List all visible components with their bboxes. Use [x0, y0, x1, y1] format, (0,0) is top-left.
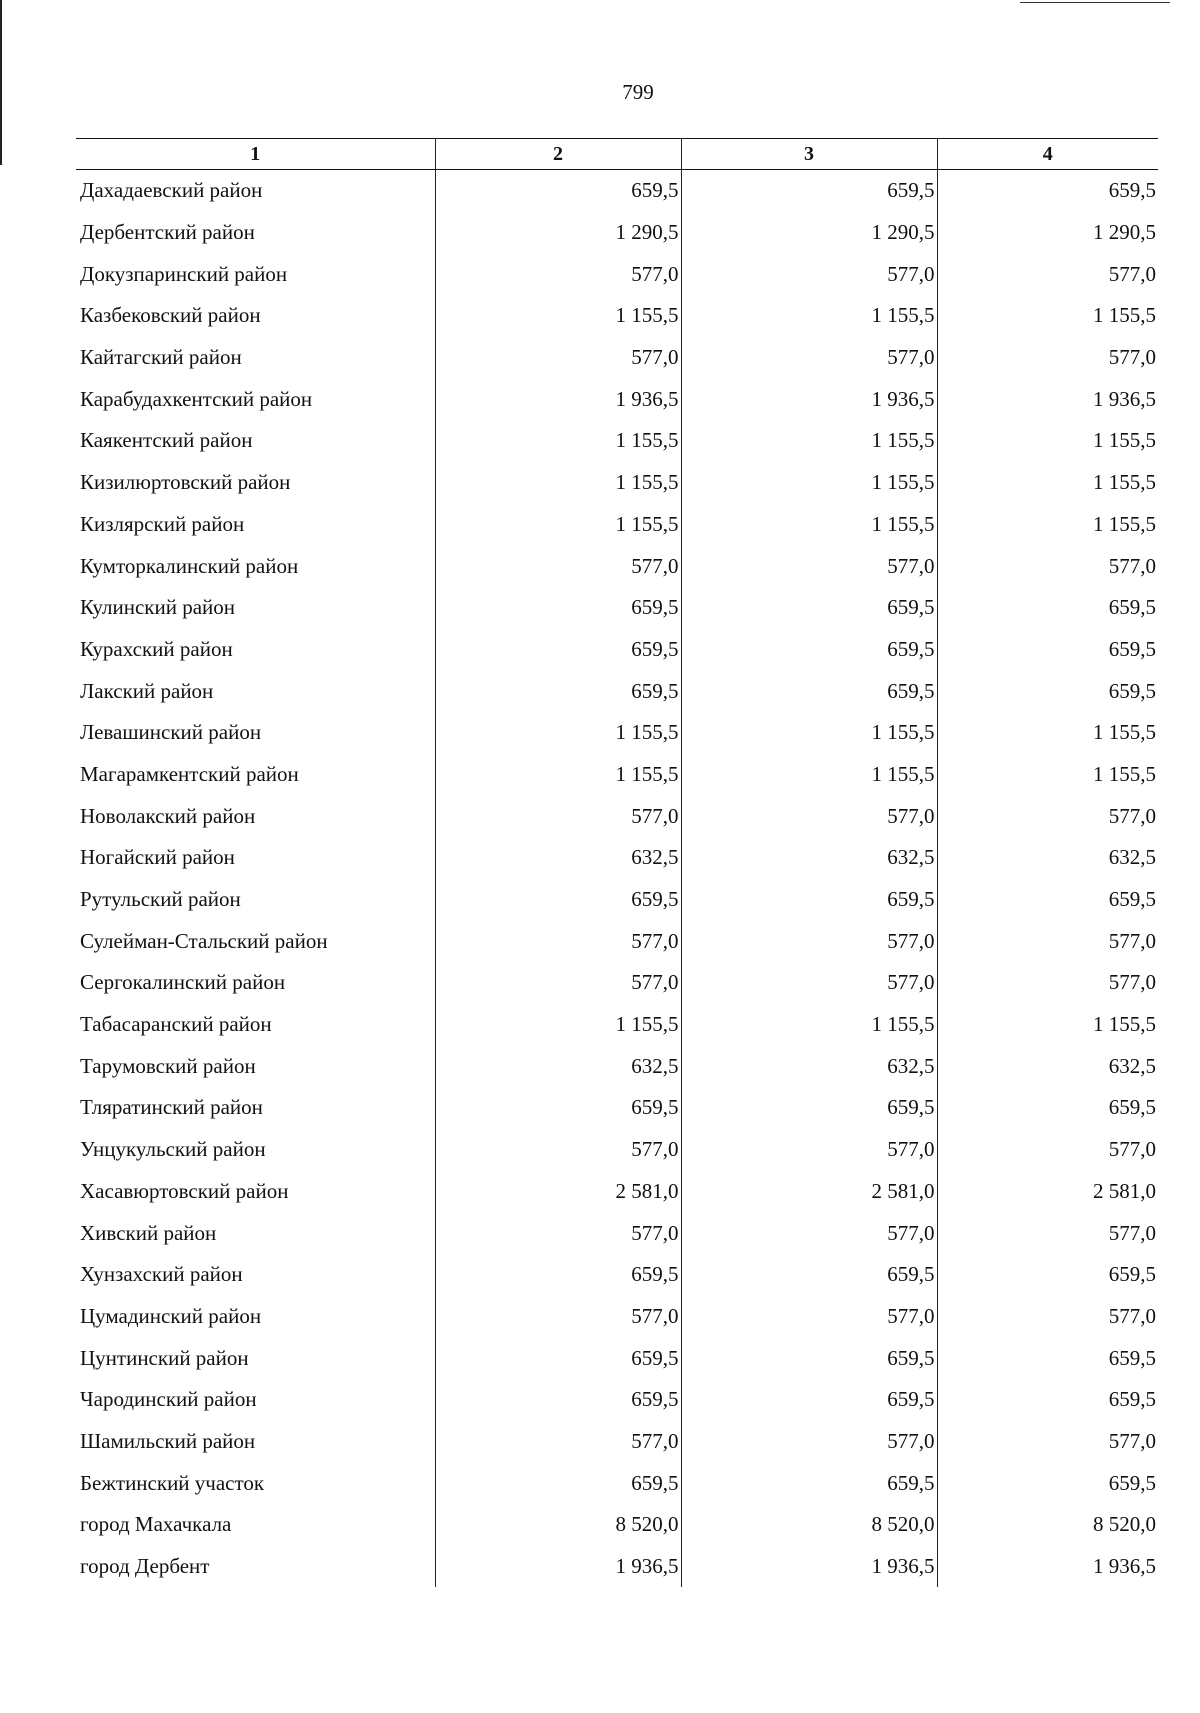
- amount-cell-col3: 1 155,5: [681, 1004, 937, 1046]
- amount-cell-col2: 577,0: [435, 545, 681, 587]
- table-row: [76, 1254, 1158, 1296]
- table-row: [76, 1087, 1158, 1129]
- district-name-cell: Цумадинский район: [80, 1303, 262, 1328]
- amount-cell-col4: 659,5: [937, 587, 1158, 629]
- column-header-4: 4: [937, 139, 1158, 170]
- amount-cell-col2: 1 936,5: [435, 378, 681, 420]
- amount-cell-col2: 632,5: [435, 1045, 681, 1087]
- amount-cell-col4: 659,5: [937, 1087, 1158, 1129]
- table-row: [76, 337, 1158, 379]
- amount-cell-col3: 1 936,5: [681, 378, 937, 420]
- district-name-cell: Каякентский район: [80, 428, 253, 453]
- amount-cell-col4: 659,5: [937, 629, 1158, 671]
- amount-cell-col4: 659,5: [937, 170, 1158, 212]
- amount-cell-col2: 577,0: [435, 795, 681, 837]
- table-row: [76, 1296, 1158, 1338]
- district-name-cell: Магарамкентский район: [80, 761, 299, 786]
- table-row: [76, 1045, 1158, 1087]
- district-name-cell: Курахский район: [80, 636, 233, 661]
- amount-cell-col3: 659,5: [681, 1087, 937, 1129]
- table-row: [76, 253, 1158, 295]
- table-row: [76, 1337, 1158, 1379]
- amount-cell-col4: 577,0: [937, 253, 1158, 295]
- amount-cell-col2: 659,5: [435, 1379, 681, 1421]
- district-name-cell: Бежтинский участок: [80, 1470, 265, 1495]
- table-row: [76, 1004, 1158, 1046]
- district-name-cell: Цунтинский район: [80, 1345, 249, 1370]
- district-name-cell: Карабудахкентский район: [80, 386, 313, 411]
- amount-cell-col4: 659,5: [937, 1462, 1158, 1504]
- amount-cell-col4: 2 581,0: [937, 1171, 1158, 1213]
- table-row: [76, 378, 1158, 420]
- district-name-cell: Лакский район: [80, 678, 214, 703]
- amount-cell-col4: 659,5: [937, 1254, 1158, 1296]
- district-name-cell: Кулинский район: [80, 595, 236, 620]
- amount-cell-col4: 632,5: [937, 1045, 1158, 1087]
- table-body: [76, 170, 1158, 1588]
- table-row: [76, 1462, 1158, 1504]
- table-row: [76, 1212, 1158, 1254]
- amount-cell-col2: 2 581,0: [435, 1171, 681, 1213]
- amount-cell-col2: 577,0: [435, 337, 681, 379]
- district-name-cell: Хунзахский район: [80, 1262, 243, 1287]
- table-row: [76, 1129, 1158, 1171]
- amount-cell-col3: 577,0: [681, 545, 937, 587]
- amount-cell-col4: 1 155,5: [937, 420, 1158, 462]
- amount-cell-col3: 659,5: [681, 170, 937, 212]
- amount-cell-col2: 659,5: [435, 629, 681, 671]
- amount-cell-col4: 577,0: [937, 1212, 1158, 1254]
- district-name-cell: Рутульский район: [80, 887, 241, 912]
- amount-cell-col4: 1 936,5: [937, 1546, 1158, 1588]
- amount-cell-col4: 659,5: [937, 879, 1158, 921]
- table-row: [76, 1504, 1158, 1546]
- district-name-cell: Сергокалинский район: [80, 970, 286, 995]
- amount-cell-col4: 577,0: [937, 920, 1158, 962]
- amount-cell-col4: 577,0: [937, 962, 1158, 1004]
- table-row: [76, 1546, 1158, 1588]
- amount-cell-col3: 577,0: [681, 1212, 937, 1254]
- amount-cell-col2: 659,5: [435, 1462, 681, 1504]
- district-name-cell: Унцукульский район: [80, 1137, 266, 1162]
- amount-cell-col2: 659,5: [435, 1087, 681, 1129]
- amount-cell-col2: 1 155,5: [435, 754, 681, 796]
- amount-cell-col3: 1 155,5: [681, 295, 937, 337]
- scan-top-line: [1020, 2, 1170, 3]
- amount-cell-col3: 577,0: [681, 962, 937, 1004]
- amount-cell-col4: 1 155,5: [937, 754, 1158, 796]
- table-row: [76, 962, 1158, 1004]
- table-row: [76, 629, 1158, 671]
- amount-cell-col2: 659,5: [435, 170, 681, 212]
- amount-cell-col3: 659,5: [681, 587, 937, 629]
- amount-cell-col4: 577,0: [937, 1421, 1158, 1463]
- amount-cell-col3: 577,0: [681, 920, 937, 962]
- district-name-cell: Чародинский район: [80, 1387, 257, 1412]
- amount-cell-col2: 659,5: [435, 1254, 681, 1296]
- district-name-cell: Тляратинский район: [80, 1095, 263, 1120]
- amount-cell-col4: 577,0: [937, 1296, 1158, 1338]
- table-row: [76, 420, 1158, 462]
- amount-cell-col3: 659,5: [681, 879, 937, 921]
- amount-cell-col2: 1 155,5: [435, 504, 681, 546]
- amount-cell-col4: 577,0: [937, 795, 1158, 837]
- district-name-cell: Докузпаринский район: [80, 261, 288, 286]
- amount-cell-col4: 577,0: [937, 545, 1158, 587]
- amount-cell-col2: 577,0: [435, 1212, 681, 1254]
- amount-cell-col4: 1 155,5: [937, 1004, 1158, 1046]
- amount-cell-col3: 1 936,5: [681, 1546, 937, 1588]
- amount-cell-col2: 1 290,5: [435, 212, 681, 254]
- amount-cell-col4: 1 290,5: [937, 212, 1158, 254]
- amount-cell-col3: 577,0: [681, 337, 937, 379]
- amount-cell-col2: 577,0: [435, 1129, 681, 1171]
- table-row: [76, 712, 1158, 754]
- district-name-cell: Кайтагский район: [80, 345, 242, 370]
- table-row: [76, 795, 1158, 837]
- amount-cell-col4: 1 155,5: [937, 295, 1158, 337]
- amount-cell-col3: 659,5: [681, 1462, 937, 1504]
- table-row: [76, 670, 1158, 712]
- amount-cell-col3: 659,5: [681, 1254, 937, 1296]
- amount-cell-col2: 577,0: [435, 920, 681, 962]
- amount-cell-col4: 577,0: [937, 1129, 1158, 1171]
- amount-cell-col3: 577,0: [681, 1296, 937, 1338]
- amount-cell-col3: 2 581,0: [681, 1171, 937, 1213]
- amount-cell-col2: 1 155,5: [435, 712, 681, 754]
- district-name-cell: Дербентский район: [80, 220, 255, 245]
- amount-cell-col3: 632,5: [681, 1045, 937, 1087]
- amount-cell-col2: 659,5: [435, 879, 681, 921]
- amount-cell-col3: 8 520,0: [681, 1504, 937, 1546]
- amount-cell-col2: 577,0: [435, 253, 681, 295]
- table-row: [76, 170, 1158, 212]
- amount-cell-col3: 1 155,5: [681, 754, 937, 796]
- amount-cell-col2: 577,0: [435, 1296, 681, 1338]
- table-row: [76, 462, 1158, 504]
- table-row: [76, 879, 1158, 921]
- table-row: [76, 754, 1158, 796]
- district-name-cell: Хасавюртовский район: [80, 1178, 289, 1203]
- amount-cell-col4: 1 155,5: [937, 504, 1158, 546]
- column-header-2: 2: [435, 139, 681, 170]
- amount-cell-col3: 1 155,5: [681, 504, 937, 546]
- district-name-cell: Кизилюртовский район: [80, 470, 291, 495]
- amount-cell-col3: 632,5: [681, 837, 937, 879]
- district-name-cell: Тарумовский район: [80, 1053, 256, 1078]
- amount-cell-col4: 1 936,5: [937, 378, 1158, 420]
- district-name-cell: Левашинский район: [80, 720, 262, 745]
- amount-cell-col4: 1 155,5: [937, 462, 1158, 504]
- amount-cell-col4: 659,5: [937, 670, 1158, 712]
- district-name-cell: Казбековский район: [80, 303, 261, 328]
- amount-cell-col3: 659,5: [681, 1337, 937, 1379]
- district-name-cell: Кизлярский район: [80, 511, 245, 536]
- district-name-cell: Ногайский район: [80, 845, 235, 870]
- district-name-cell: город Дербент: [80, 1554, 210, 1579]
- amount-cell-col4: 659,5: [937, 1379, 1158, 1421]
- amount-cell-col3: 577,0: [681, 253, 937, 295]
- amount-cell-col2: 8 520,0: [435, 1504, 681, 1546]
- page-number: 799: [622, 80, 654, 104]
- amount-cell-col3: 1 155,5: [681, 712, 937, 754]
- district-name-cell: Табасаранский район: [80, 1012, 272, 1037]
- district-name-cell: Новолакский район: [80, 803, 256, 828]
- amount-cell-col2: 1 155,5: [435, 420, 681, 462]
- amount-cell-col4: 8 520,0: [937, 1504, 1158, 1546]
- amount-cell-col4: 659,5: [937, 1337, 1158, 1379]
- column-header-1: 1: [76, 139, 435, 170]
- district-name-cell: Кумторкалинский район: [80, 553, 299, 578]
- district-name-cell: Сулейман-Стальский район: [80, 928, 328, 953]
- allocation-table: [76, 138, 1158, 1587]
- amount-cell-col3: 659,5: [681, 1379, 937, 1421]
- table-row: [76, 212, 1158, 254]
- amount-cell-col2: 659,5: [435, 587, 681, 629]
- table-row: [76, 920, 1158, 962]
- table-row: [76, 545, 1158, 587]
- district-name-cell: город Махачкала: [80, 1512, 232, 1537]
- amount-cell-col2: 1 936,5: [435, 1546, 681, 1588]
- district-name-cell: Хивский район: [80, 1220, 217, 1245]
- amount-cell-col2: 577,0: [435, 1421, 681, 1463]
- table-header-row: [76, 139, 1158, 170]
- amount-cell-col3: 577,0: [681, 1421, 937, 1463]
- amount-cell-col3: 1 155,5: [681, 420, 937, 462]
- amount-cell-col3: 659,5: [681, 670, 937, 712]
- table-row: [76, 504, 1158, 546]
- amount-cell-col3: 577,0: [681, 795, 937, 837]
- table-row: [76, 1421, 1158, 1463]
- amount-cell-col4: 577,0: [937, 337, 1158, 379]
- amount-cell-col2: 1 155,5: [435, 1004, 681, 1046]
- amount-cell-col3: 577,0: [681, 1129, 937, 1171]
- column-header-3: 3: [681, 139, 937, 170]
- amount-cell-col3: 1 155,5: [681, 462, 937, 504]
- amount-cell-col2: 632,5: [435, 837, 681, 879]
- amount-cell-col2: 577,0: [435, 962, 681, 1004]
- amount-cell-col3: 659,5: [681, 629, 937, 671]
- table-row: [76, 295, 1158, 337]
- district-name-cell: Дахадаевский район: [80, 178, 263, 203]
- amount-cell-col4: 1 155,5: [937, 712, 1158, 754]
- table-row: [76, 837, 1158, 879]
- amount-cell-col2: 1 155,5: [435, 295, 681, 337]
- amount-cell-col2: 1 155,5: [435, 462, 681, 504]
- amount-cell-col2: 659,5: [435, 670, 681, 712]
- amount-cell-col3: 1 290,5: [681, 212, 937, 254]
- table-row: [76, 1171, 1158, 1213]
- amount-cell-col2: 659,5: [435, 1337, 681, 1379]
- district-name-cell: Шамильский район: [80, 1428, 256, 1453]
- table-row: [76, 1379, 1158, 1421]
- amount-cell-col4: 632,5: [937, 837, 1158, 879]
- table-row: [76, 587, 1158, 629]
